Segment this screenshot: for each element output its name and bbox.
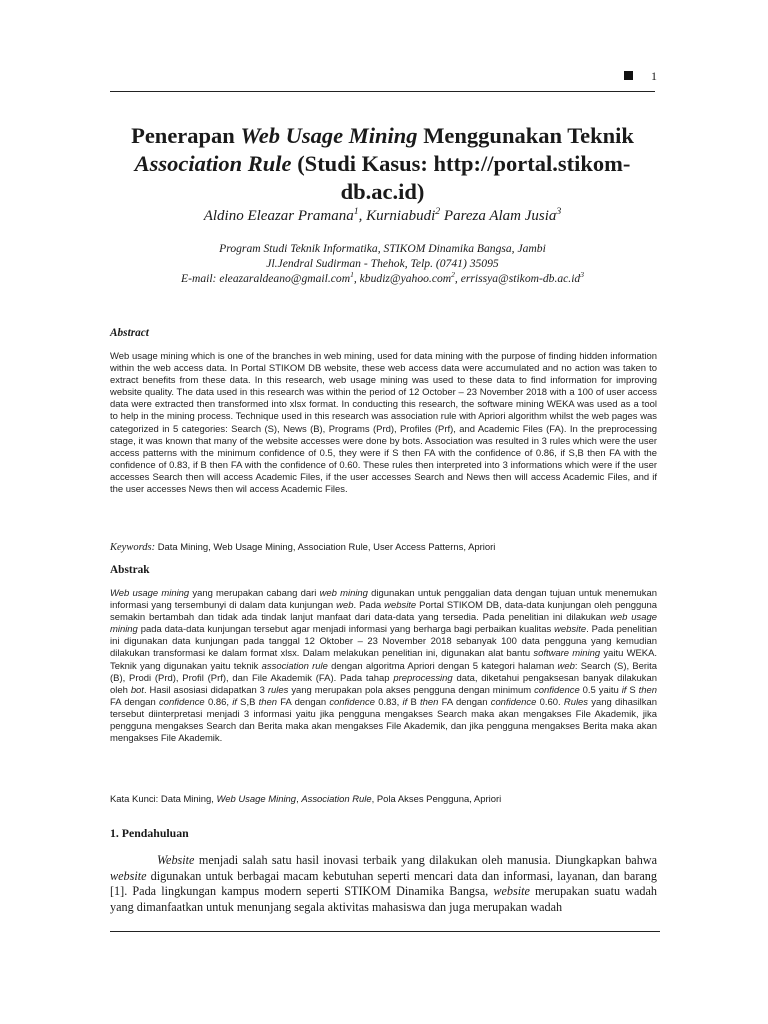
section-heading-pendahuluan: 1. Pendahuluan [110,826,189,840]
affiliation-block [110,241,655,286]
header-square-mark [624,71,633,80]
address-line: Jl.Jendral Sudirman - Thehok, Telp. (0741) 35095 [266,257,499,270]
page-number: 1 [651,69,657,83]
email-line: E-mail: eleazaraldeano@gmail.com$^1$, kbudiz@yahoo.com$^2$, $errissya@stikom-db.ac.id^3$ [181,270,584,285]
paper-title: Penerapan Web Usage Mining Menggunakan Teknik Association Rule (Studi Kasus: http://portal.stikom-db.ac.id) [131,123,634,204]
header-rule [110,91,655,92]
abstract-heading: Abstract [110,327,149,339]
affiliation-line: Program Studi Teknik Informatika, STIKOM Dinamika Bangsa, Jambi [219,242,546,255]
keywords-label: Keywords: [110,542,156,553]
abstract-indonesian-text: Web usage mining yang merupakan cabang dari web mining digunakan untuk penggalian data dengan tujuan untuk menemukan informasi yang tersembunyi di dalam data kunjungan web. Pada website Portal STIKOM DB, data-data kunjungan oleh pengguna semakin bertambah dan tidak ada tindak lanjut manfaat dari data-data yang tersedia. Pada penelitian ini dilakukan web usage mining pada data-data kunjungan tersebut agar menjadi informasi yang berharga bagi perbaikan kualitas website. Pada penelitian ini digunakan data kunjungan pada tanggal 12 Oktober – 23 November 2018 sebanyak 100 data pengguna yang kemudian dilakukan transformasi ke dalam format xlsx. Dalam melakukan penelitian ini, digunakan alat bantu software mining yaitu WEKA. Teknik yang digunakan yaitu teknik association rule dengan algoritma Apriori dengan 5 kategori halaman web: Search (S), Berita (B), Prodi (Prd), Profil (Prf), dan File Akademik (FA). Pada tahap preprocessing data, diketahui pengaksesan banyak dilakukan oleh bot. Hasil asosiasi didapatkan 3 rules yang merupakan pola akses pengguna dengan minimum confidence 0.5 yaitu if S then FA dengan confidence 0.86, if S,B then FA dengan confidence 0.83, if B then FA dengan confidence 0.60. Rules yang dihasilkan tersebut diinterpretasi menjadi 3 informasi yaitu jika pengguna mengakses Search maka akan mengakses File Akademik, jika pengguna mengakses Search dan Berita maka akan mengakses File Akademik, dan jika pengguna mengakses Berita maka akan mengakses File Akademik. [110,588,658,745]
abstract-english-text: Web usage mining which is one of the branches in web mining, used for data mining with the purpose of finding hidden information within the web access data. In Portal STIKOM DB website, these web access data were accumulated and no action was taken to extract benefits from these data. In this research, web usage mining was used to these data to find information for improving website quality. The data used in this research was within the period of 12 October – 23 November 2018 with a 100 of user access data were extracted then transformed into xlsx format. In conducting this research, the software mining WEKA was used as a tool to help in the mining process. Technique used in this research was association rule with Apriori algorithm whilst the web pages was categorized in 5 categories: Search (S), News (B), Programs (Prd), Profiles (Prf), and Academic Files (FA). In the preprocessing stage, it was known that many of the website accesses were done by bots. Association was resulted in 3 rules which were the user access patterns with the minimum confidence of 0.5, they were if S then FA with the confidence of 0.86, if S,B then FA with the confidence of 0.83, if B then FA with the confidence of 0.60. These rules then interpreted into 3 informations which were if the user accesses Search then will access Academic Files, if the user accesses Search and News then will access Academic Files, and if the user accesses News then wil access Academic Files. [110,351,657,496]
author-list: Aldino Eleazar Pramana$^1$, Kurniabudi$^2$ Pareza Alam Jusia$^3$ [203,206,562,224]
section-body-text: Website menjadi salah satu hasil inovasi terbaik yang dilakukan oleh manusia. Diungkapkan bahwa website digunakan untuk berbagai macam kebutuhan seperti mencari data dan informasi, layanan, dan barang [1]. Pada lingkungan kampus modern seperti STIKOM Dinamika Bangsa, website merupakan suatu wadah yang dimanfaatkan untuk menunjang segala aktivitas mahasiswa dan juga merupakan wadah [110,853,657,914]
footer-rule [110,931,660,932]
keywords-indonesian: Kata Kunci: Data Mining, Web Usage Mining, Association Rule, Pola Akses Pengguna, Apriori [110,794,502,805]
abstrak-heading: Abstrak [110,564,150,576]
keywords-english: Keywords: Data Mining, Web Usage Mining, Association Rule, User Access Patterns, Apriori [110,542,496,553]
